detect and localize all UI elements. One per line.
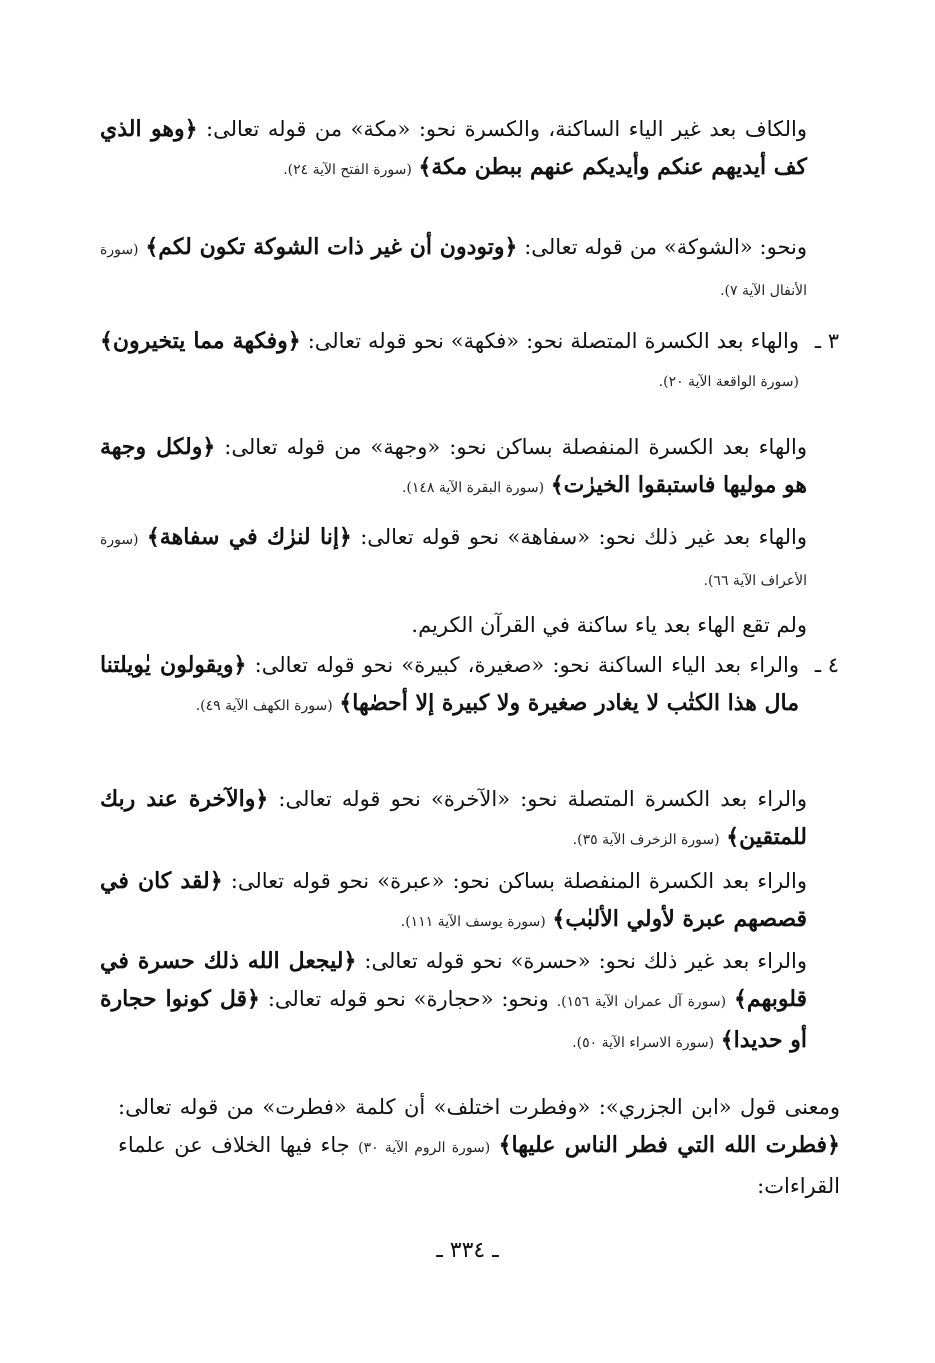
paragraph-shawka — [100, 228, 807, 310]
paragraph-text: والراء بعد الكسرة المتصلة نحو: «الآخرة» نحو قوله تعالى: — [278, 787, 807, 811]
quran-verse: ﴿ليجعل الله ذلك حسرة في قلوبهم﴾ — [100, 948, 807, 1012]
surah-reference: (سورة الأعراف الآية ٦٦). — [100, 532, 807, 589]
paragraph-raa-kasra — [100, 780, 807, 859]
quran-verse: ﴿وهو الذي كف أيديهم عنكم وأيديكم عنهم ببطن مكة﴾ — [100, 116, 807, 180]
paragraph-text: والراء بعد الياء الساكنة نحو: «صغيرة، كبيرة» نحو قوله تعالى: — [254, 653, 799, 677]
surah-reference: (سورة الاسراء الآية ٥٠). — [572, 1035, 715, 1051]
surah-reference: (سورة آل عمران الآية ١٥٦). — [556, 994, 727, 1010]
surah-reference: (سورة يوسف الآية ١١١). — [400, 914, 546, 930]
quran-verse: ﴿فطرت الله التي فطر الناس عليها﴾ — [498, 1132, 840, 1158]
quran-verse: ﴿ولكل وجهة هو موليها فاستبقوا الخيرٰت﴾ — [100, 434, 807, 498]
paragraph-text: والراء بعد الكسرة المنفصلة بساكن نحو: «عبرة» نحو قوله تعالى: — [230, 869, 807, 893]
paragraph-haa-note — [100, 606, 807, 644]
surah-reference: (سورة الروم الآية ٣٠) — [358, 1140, 491, 1156]
surah-reference: (سورة الزخرف الآية ٣٥). — [572, 832, 720, 848]
paragraph-raa-munfasila — [100, 862, 807, 941]
paragraph-raa-yaa — [100, 646, 799, 725]
paragraph-haa-munfasila — [100, 428, 807, 507]
quran-verse: ﴿وفكهة مما يتخيرون﴾ — [100, 328, 301, 354]
surah-reference: (سورة الفتح الآية ٢٤). — [283, 162, 412, 178]
paragraph-text: ونحو: «الشوكة» من قوله تعالى: — [524, 235, 807, 259]
item-number-4: ٤ ـ — [814, 653, 839, 677]
surah-reference: (سورة الكهف الآية ٤٩). — [195, 698, 333, 714]
quran-verse: ﴿وتودون أن غير ذات الشوكة تكون لكم﴾ — [145, 234, 518, 260]
paragraph-text: والهاء بعد الكسرة المتصلة نحو: «فكهة» نحو قوله تعالى: — [307, 329, 799, 353]
paragraph-text: ونحو: «حجارة» نحو قوله تعالى: — [267, 987, 549, 1011]
paragraph-text: والهاء بعد الكسرة المنفصلة بساكن نحو: «وجهة» من قوله تعالى: — [224, 435, 807, 459]
quran-verse: ﴿قل كونوا حجارة أو حديدا﴾ — [100, 986, 807, 1053]
surah-reference: (سورة الواقعة الآية ٢٠). — [658, 374, 799, 390]
quran-verse: ﴿لقد كان في قصصهم عبرة لأولي الألبٰب﴾ — [100, 868, 807, 932]
item-number-3: ٣ ـ — [814, 329, 839, 353]
paragraph-text: جاء فيها الخلاف عن علماء القراءات: — [118, 1133, 840, 1198]
paragraph-text: والهاء بعد غير ذلك نحو: «سفاهة» نحو قوله تعالى: — [360, 525, 807, 549]
paragraph-text: والراء بعد غير ذلك نحو: «حسرة» نحو قوله تعالى: — [364, 949, 807, 973]
surah-reference: (سورة البقرة الآية ١٤٨). — [401, 480, 545, 496]
surah-reference: (سورة الأنفال الآية ٧). — [100, 242, 807, 299]
quran-verse: ﴿إنا لنرٰك في سفاهة﴾ — [146, 524, 352, 550]
paragraph-haa-kasra — [100, 322, 799, 401]
paragraph-text: والكاف بعد غير الياء الساكنة، والكسرة نحو: «مكة» من قوله تعالى: — [206, 117, 807, 141]
paragraph-text: ولم تقع الهاء بعد ياء ساكنة في القرآن الكريم. — [411, 613, 807, 637]
page-number: ـ ٣٣٤ ـ — [436, 1238, 499, 1263]
paragraph-raa-other — [100, 942, 807, 1062]
quran-verse: ﴿ويقولون يٰويلتنا مال هذا الكتٰب لا يغادر صغيرة ولا كبيرة إلا أحصٰها﴾ — [100, 652, 799, 716]
paragraph-kaf — [100, 110, 807, 189]
paragraph-text: ومعنى قول «ابن الجزري»: «وفطرت اختلف» أن كلمة «فطرت» من قوله تعالى: — [118, 1095, 840, 1119]
paragraph-ibn-jazari — [118, 1088, 840, 1205]
paragraph-haa-other — [100, 518, 807, 600]
quran-verse: ﴿والآخرة عند ربك للمتقين﴾ — [100, 786, 807, 850]
